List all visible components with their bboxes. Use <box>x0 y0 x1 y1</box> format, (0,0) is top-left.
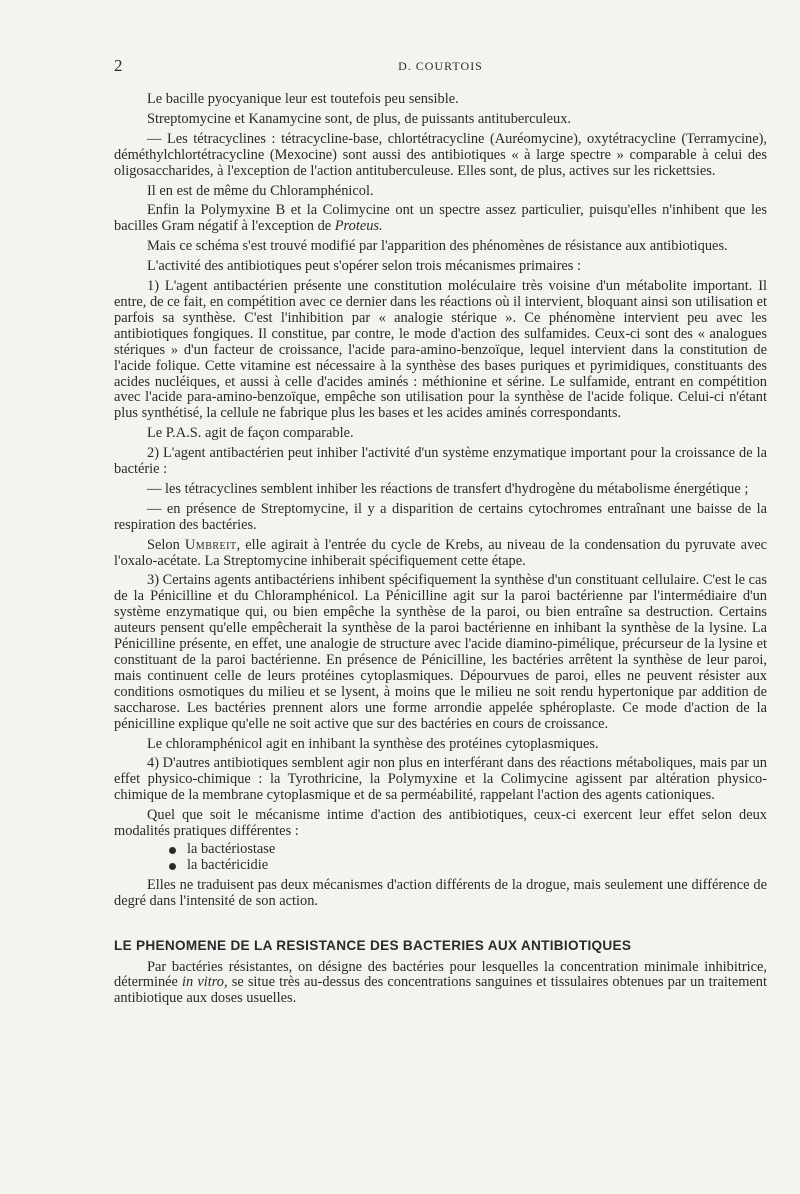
paragraph: Le chloramphénicol agit en inhibant la synthèse des protéines cytoplasmiques. <box>147 735 599 752</box>
paragraph: Mais ce schéma s'est trouvé modifié par l'apparition des phénomènes de résistance aux antibiotiques. <box>147 238 728 255</box>
text-run: Selon <box>147 536 185 553</box>
paragraph: Elles ne traduisent pas deux mécanismes d'action différents de la drogue, mais seulement une différence de degré dans l'intensité de son action. <box>114 876 767 909</box>
running-head: D. COURTOIS <box>398 59 483 73</box>
text-run: se situe très au-dessus des concentrations sanguines et tissulaires obtenues par un traitement antibiotique aux doses usuelles. <box>114 974 767 1007</box>
page-number: 2 <box>114 56 123 75</box>
paragraph: Streptomycine et Kanamycine sont, de plus, de puissants antituberculeux. <box>147 110 572 127</box>
page <box>114 56 767 1011</box>
author-name: Umbreit <box>184 536 237 553</box>
paragraph: Quel que soit le mécanisme intime d'action des antibiotiques, ceux-ci exercent leur effet selon deux modalités pratiques différentes : <box>114 807 767 840</box>
paragraph: — Les tétracyclines : tétracycline-base, chlortétracycline (Auréomycine), oxytétracycline (Terramycine), déméthylchlortétracycline (Mexocine) sont aussi des antibiotiques « à large spectre » comparable à celui des oligosaccharides, à l'exception de l'action antituberculeuse. Elles sont, de plus, actives sur les rickettsies. <box>114 130 767 179</box>
paragraph: — en présence de Streptomycine, il y a disparition de certains cytochromes entraînant une baisse de la respiration des bactéries. <box>114 500 767 533</box>
paragraph: L'activité des antibiotiques peut s'opérer selon trois mécanismes primaires : <box>147 258 581 275</box>
bullet-list <box>114 842 767 874</box>
list-item: la bactériostase <box>166 842 767 858</box>
genus-name: Proteus. <box>334 218 383 235</box>
paragraph-mechanism-3: 3) Certains agents antibactériens inhibent spécifiquement la synthèse d'un constituant cellulaire. C'est le cas de la Pénicilline et du Chloramphénicol. La Pénicilline agit sur la paroi bactérienne par l'intermédiaire d'un système enzymatique qui, ou bien empêche la synthèse de la paroi, ou bien entraîne sa destruction. Certains auteurs pensent qu'elle empêcherait la synthèse de la paroi bactérienne en inhibant la synthèse de la lysine. La Pénicilline présente, en effet, une analogie de structure avec l'acide diamino-pimélique, précurseur de la lysine et constituant de la paroi bactérienne. En présence de Pénicilline, les bactéries arrêtent la synthèse de leur paroi, mais continuent celle de leurs protéines cytoplasmiques. Dépourvues de paroi, elles ne peuvent résister aux conditions osmotiques du milieu et se lysent, à moins que le milieu ne soit rendu hypertonique par addition de saccharose. Les bactéries prennent alors une forme arrondie appelée sphéroplaste. Ce mode d'action de la pénicilline explique qu'elle ne soit active que sur des bactéries en cours de croissance. <box>114 572 767 732</box>
paragraph: Le P.A.S. agit de façon comparable. <box>147 425 354 442</box>
body-text <box>114 92 767 1007</box>
paragraph <box>114 960 767 1008</box>
paragraph: — les tétracyclines semblent inhiber les réactions de transfert d'hydrogène du métabolisme énergétique ; <box>147 480 749 497</box>
paragraph: Il en est de même du Chloramphénicol. <box>147 182 374 199</box>
paragraph <box>114 538 767 570</box>
text-run: Par bactéries résistantes, on désigne des bactéries pour lesquelles la concentration minimale inhibitrice, déterminée <box>114 958 767 991</box>
paragraph-mechanism-1: 1) L'agent antibactérien présente une constitution moléculaire très voisine d'un métabolite important. Il entre, de ce fait, en compétition avec ce dernier dans les réactions où il intervient, bloquant ainsi son utilisation et parfois sa synthèse. C'est l'inhibition par « analogie stérique ». Ce phénomène intervient peu avec les antibiotiques fongiques. Il constitue, par contre, le mode d'action des sulfamides. Ceux-ci sont des « analogues stériques » d'un facteur de croissance, l'acide para-amino-benzoïque, lequel intervient dans la constitution de l'acide folique. Cette vitamine est nécessaire à la synthèse des bases puriques et pyrimidiques, constituants des acides nucléiques, et aussi à celle d'acides aminés : méthionine et sérine. Le sulfamide, entrant en compétition avec l'acide para-amino-benzoïque, empêche son utilisation pour la synthèse de l'acide folique. Celui-ci n'étant plus synthétisé, la cellule ne fabrique plus les bases et les acides aminés correspondants. <box>114 278 767 422</box>
paragraph-mechanism-4: 4) D'autres antibiotiques semblent agir non plus en interférant dans des réactions métaboliques, mais par un effet physico-chimique : la Tyrothricine, la Polymyxine et la Colimycine agissent par altération physico-chimique de la membrane cytoplasmique et de sa perméabilité, rappelant l'action des agents cationiques. <box>114 755 767 804</box>
paragraph: Le bacille pyocyanique leur est toutefois peu sensible. <box>147 91 459 107</box>
latin-term: in vitro, <box>182 974 228 991</box>
text-run: , elle agirait à l'entrée du cycle de Krebs, au niveau de la condensation du pyruvate avec l'oxalo-acétate. La Streptomycine inhiberait spécifiquement cette étape. <box>114 536 767 569</box>
paragraph <box>114 203 767 235</box>
paragraph-mechanism-2: 2) L'agent antibactérien peut inhiber l'activité d'un système enzymatique important pour la croissance de la bactérie : <box>114 445 767 478</box>
page-header <box>114 56 767 80</box>
section-title: LE PHENOMENE DE LA RESISTANCE DES BACTERIES AUX ANTIBIOTIQUES <box>114 937 632 953</box>
list-item: la bactéricidie <box>166 858 767 874</box>
text-run: Enfin la Polymyxine B et la Colimycine ont un spectre assez particulier, puisqu'elles n'inhibent que les bacilles Gram négatif à l'exception de <box>114 202 767 235</box>
